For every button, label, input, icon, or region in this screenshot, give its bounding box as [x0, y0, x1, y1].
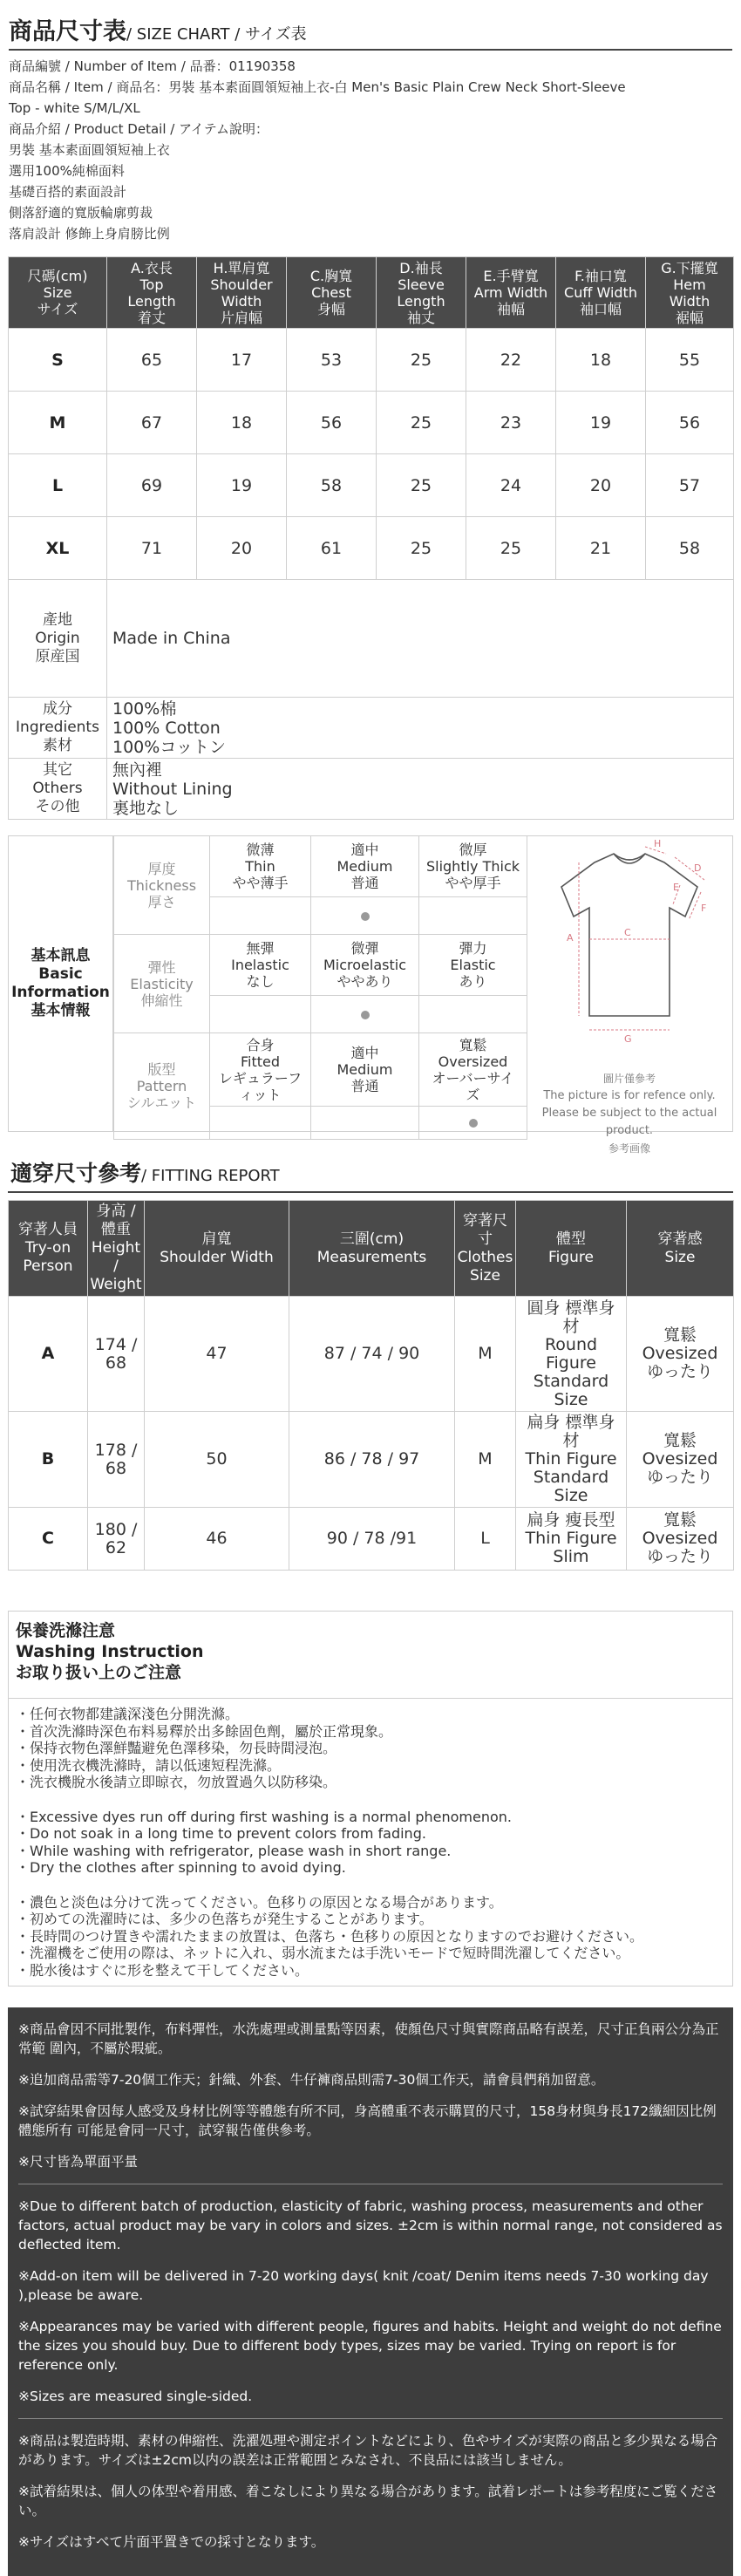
size-cell: S: [9, 329, 107, 392]
diagram-letter-d: D: [694, 862, 702, 874]
person-cell: C: [9, 1508, 88, 1571]
others-row: [9, 759, 734, 820]
notes-box: [8, 2007, 733, 2576]
origin-value: Made in China: [107, 580, 734, 698]
col-fit-feel: 穿著感 Size: [627, 1201, 734, 1297]
value-cell: 18: [556, 329, 646, 392]
figure-cell: 扁身 標準身 材 Thin Figure Standard Size: [516, 1412, 627, 1508]
washing-line: ・脱水後はすぐに形を整えて干してください。: [16, 1961, 309, 1979]
value-cell: 25: [377, 454, 466, 517]
hw-cell: 178 / 68: [88, 1412, 145, 1508]
fit-feel-cell: 寬鬆 Ovesized ゆったり: [627, 1297, 734, 1412]
value-cell: 53: [287, 329, 377, 392]
tshirt-measure-icon: [527, 836, 732, 1065]
diagram-letter-a: A: [567, 932, 574, 944]
header-divider: [9, 49, 732, 51]
washing-line: ・Do not soak in a long time to prevent colors from fading.: [16, 1825, 426, 1842]
selected-dot-icon: [361, 912, 370, 921]
size-table: [8, 256, 734, 820]
table-row: [9, 1412, 734, 1508]
fitting-table-header: [9, 1201, 734, 1297]
attribute-table: [113, 835, 527, 1140]
option-oversized: 寬鬆 Oversized オーバーサイ ズ: [419, 1033, 527, 1107]
value-cell: 71: [107, 517, 197, 580]
value-cell: 58: [287, 454, 377, 517]
option-microelastic: 微彈 Microelastic ややあり: [311, 935, 419, 996]
others-label: 其它 Others その他: [9, 759, 107, 820]
fit-feel-cell: 寬鬆 Ovesized ゆったり: [627, 1508, 734, 1571]
value-cell: 23: [466, 392, 556, 454]
diagram-letter-g: G: [624, 1033, 632, 1045]
diagram-letter-f: F: [701, 903, 707, 914]
value-cell: 19: [556, 392, 646, 454]
person-cell: B: [9, 1412, 88, 1508]
value-cell: 57: [646, 454, 734, 517]
info-line: 側落舒適的寬版輪廓剪裁: [9, 205, 153, 221]
info-line: 基礎百搭的素面設計: [9, 184, 127, 200]
tshirt-diagram: [527, 836, 732, 1155]
info-line: 選用100%純棉面料: [9, 163, 125, 179]
info-line: 商品編號 / Number of Item / 品番：01190358: [9, 58, 296, 74]
value-cell: 61: [287, 517, 377, 580]
info-line: Top - white S/M/L/XL: [9, 100, 140, 116]
notes-divider: [18, 2418, 723, 2419]
info-line: 落肩設計 修飾上身肩膀比例: [9, 226, 170, 242]
origin-label: 產地 Origin 原産国: [9, 580, 107, 698]
col-top-length: A.衣長 Top Length 着丈: [107, 257, 197, 329]
size-cell: L: [9, 454, 107, 517]
col-clothes-size: 穿著尺 寸 Clothes Size: [455, 1201, 516, 1297]
col-measurements: 三圍(cm) Measurements: [289, 1201, 455, 1297]
basic-info-label: 基本訊息 Basic Information 基本情報: [9, 836, 113, 1131]
value-cell: 25: [466, 517, 556, 580]
note-line: ※尺寸皆為單面平量: [18, 2154, 138, 2170]
value-cell: 20: [197, 517, 287, 580]
value-cell: 18: [197, 392, 287, 454]
value-cell: 22: [466, 329, 556, 392]
value-cell: 67: [107, 392, 197, 454]
others-value: 無內裡 Without Lining 裏地なし: [107, 759, 734, 820]
washing-line: ・濃色と淡色は分けて洗ってください。色移りの原因となる場合があります。: [16, 1893, 503, 1911]
washing-line: ・初めての洗濯時には、多少の色落ちが発生することがあります。: [16, 1911, 433, 1927]
col-shoulder-width: H.單肩寬 Shoulder Width 片肩幅: [197, 257, 287, 329]
washing-line: ・While washing with refrigerator, please wash in short range.: [16, 1842, 452, 1859]
diagram-letter-e: E: [673, 882, 679, 893]
washing-line: ・保持衣物色澤鮮豔避免色澤移染，勿長時間浸泡。: [16, 1740, 337, 1756]
washing-line: ・洗衣機脫水後請立即晾衣，勿放置過久以防移染。: [16, 1774, 337, 1790]
page-title: [9, 12, 732, 46]
shoulder-cell: 50: [145, 1412, 289, 1508]
measurements-cell: 90 / 78 /91: [289, 1508, 455, 1571]
col-figure: 體型 Figure: [516, 1201, 627, 1297]
elasticity-dot-1: [311, 996, 419, 1033]
origin-row: [9, 580, 734, 698]
note-line: ※Appearances may be varied with different people, figures and habits. Height and weight do not define the sizes you should buy. Due to different body types, sizes may be varied. Trying on report is for reference only.: [18, 2319, 722, 2373]
table-row: [9, 329, 734, 392]
hw-cell: 180 / 62: [88, 1508, 145, 1571]
fit-feel-cell: 寬鬆 Ovesized ゆったり: [627, 1412, 734, 1508]
note-line: ※サイズはすべて片面平置きでの採寸となります。: [18, 2534, 325, 2550]
thickness-dot-1: [311, 897, 419, 935]
measurements-cell: 87 / 74 / 90: [289, 1297, 455, 1412]
page-title-main: 商品尺寸表: [9, 18, 126, 45]
hw-cell: 174 / 68: [88, 1297, 145, 1412]
table-row: [9, 1508, 734, 1571]
pattern-label: 版型 Pattern シルエット: [114, 1033, 210, 1140]
elasticity-dot-0: [210, 996, 311, 1033]
option-fitted: 合身 Fitted レギュラーフ ィット: [210, 1033, 311, 1107]
diagram-letter-h: H: [654, 838, 662, 849]
ingredients-row: [9, 698, 734, 759]
washing-line: ・Dry the clothes after spinning to avoid dying.: [16, 1859, 346, 1876]
value-cell: 20: [556, 454, 646, 517]
col-person: 穿著人員 Try-on Person: [9, 1201, 88, 1297]
shoulder-cell: 46: [145, 1508, 289, 1571]
product-info: [9, 56, 732, 244]
diagram-note: 圖片僅參考 The picture is for refence only. Please be subject to the actual product. 参考画像: [541, 1073, 717, 1155]
basic-info: [8, 835, 733, 1155]
option-slightly-thick: 微厚 Slightly Thick やや厚手: [419, 836, 527, 897]
value-cell: 56: [646, 392, 734, 454]
value-cell: 17: [197, 329, 287, 392]
option-medium-pattern: 適中 Medium 普通: [311, 1033, 419, 1107]
table-row: [9, 517, 734, 580]
person-cell: A: [9, 1297, 88, 1412]
value-cell: 55: [646, 329, 734, 392]
value-cell: 65: [107, 329, 197, 392]
elasticity-label: 彈性 Elasticity 伸縮性: [114, 935, 210, 1033]
value-cell: 69: [107, 454, 197, 517]
col-size: 尺碼(cm) Size サイズ: [9, 257, 107, 329]
size-table-header: [9, 257, 734, 329]
thickness-dot-2: [419, 897, 527, 935]
washing-line: ・任何衣物都建議深淺色分開洗滌。: [16, 1706, 240, 1722]
value-cell: 24: [466, 454, 556, 517]
fitting-table: [8, 1200, 734, 1571]
page-title-sub: / SIZE CHART / サイズ表: [126, 25, 307, 44]
note-line: ※試穿結果會因每人感受及身材比例等等體態有所不同，身高體重不表示購買的尺寸，158身材與身長172纖細因比例體態所有 可能是會同一尺寸，試穿報告僅供參考。: [18, 2103, 717, 2138]
thickness-dot-0: [210, 897, 311, 935]
note-line: ※Due to different batch of production, elasticity of fabric, washing process, measurements and other factors, actual product may be vary in colors and sizes. ±2cm is within normal range, not considered as deflected item.: [18, 2198, 723, 2252]
value-cell: 25: [377, 517, 466, 580]
washing-instructions: [8, 1611, 733, 1987]
col-sleeve-length: D.袖長 Sleeve Length 袖丈: [377, 257, 466, 329]
washing-line: ・洗濯機をご使用の際は、ネットに入れ、弱水流または手洗いモードで短時間洗濯してください。: [16, 1945, 630, 1961]
col-shoulder: 肩寬 Shoulder Width: [145, 1201, 289, 1297]
fitting-title: 適穿尺寸參考/ FITTING REPORT: [10, 1161, 280, 1186]
washing-body: [9, 1699, 732, 1986]
clothes-size-cell: L: [455, 1508, 516, 1571]
col-cuff-width: F.袖口寬 Cuff Width 袖口幅: [556, 257, 646, 329]
value-cell: 25: [377, 329, 466, 392]
pattern-dot-0: [210, 1107, 311, 1140]
value-cell: 19: [197, 454, 287, 517]
ingredients-label: 成分 Ingredients 素材: [9, 698, 107, 759]
ingredients-value: 100%棉 100% Cotton 100%コットン: [107, 698, 734, 759]
option-thin: 微薄 Thin やや薄手: [210, 836, 311, 897]
col-hem-width: G.下擺寬 Hem Width 裾幅: [646, 257, 734, 329]
table-row: [9, 1297, 734, 1412]
washing-line: ・Excessive dyes run off during first washing is a normal phenomenon.: [16, 1808, 512, 1825]
washing-line: ・使用洗衣機洗滌時，請以低速短程洗滌。: [16, 1756, 282, 1774]
info-line: 男裝 基本素面圓領短袖上衣: [9, 142, 170, 158]
col-height-weight: 身高 / 體重 Height / Weight: [88, 1201, 145, 1297]
pattern-dot-2: [419, 1107, 527, 1140]
value-cell: 58: [646, 517, 734, 580]
size-cell: XL: [9, 517, 107, 580]
option-medium: 適中 Medium 普通: [311, 836, 419, 897]
measurements-cell: 86 / 78 / 97: [289, 1412, 455, 1508]
diagram-letter-c: C: [624, 927, 631, 938]
thickness-label: 厚度 Thickness 厚さ: [114, 836, 210, 935]
value-cell: 21: [556, 517, 646, 580]
clothes-size-cell: M: [455, 1297, 516, 1412]
value-cell: 56: [287, 392, 377, 454]
elasticity-dot-2: [419, 996, 527, 1033]
note-line: ※商品會因不同批製作，布料彈性，水洗處理或測量點等因素，使顏色尺寸與實際商品略有誤差，尺寸正負兩公分為正常範 圍內，不屬於瑕疵。: [18, 2021, 719, 2056]
note-line: ※Sizes are measured single-sided.: [18, 2389, 253, 2404]
note-line: ※Add-on item will be delivered in 7-20 working days( knit /coat/ Denim items needs 7-30 working day ),please be aware.: [18, 2268, 709, 2303]
figure-cell: 圓身 標準身 材 Round Figure Standard Size: [516, 1297, 627, 1412]
info-line: 商品介紹 / Product Detail / アイテム說明：: [9, 121, 269, 137]
washing-heading: 保養洗滌注意 Washing Instruction お取り扱い上のご注意: [9, 1612, 732, 1699]
info-line: 商品名稱 / Item / 商品名：男裝 基本素面圓領短袖上衣-白 Men's Basic Plain Crew Neck Short-Sleeve: [9, 79, 626, 95]
washing-line: ・首次洗滌時深色布料易釋於出多餘固色劑，屬於正常現象。: [16, 1722, 393, 1740]
col-chest: C.胸寬 Chest 身幅: [287, 257, 377, 329]
shoulder-cell: 47: [145, 1297, 289, 1412]
size-cell: M: [9, 392, 107, 454]
col-arm-width: E.手臂寬 Arm Width 袖幅: [466, 257, 556, 329]
selected-dot-icon: [361, 1011, 370, 1019]
note-line: ※追加商品需等7-20個工作天；針織、外套、牛仔褲商品則需7-30個工作天，請會員們稍加留意。: [18, 2072, 605, 2088]
note-line: ※試着結果は、個人の体型や着用感、着こなしにより異なる場合があります。試着レポートは参考程度にご覧ください。: [18, 2484, 718, 2518]
fitting-divider: [8, 1191, 733, 1193]
value-cell: 25: [377, 392, 466, 454]
washing-line: ・長時間のつけ置きや濡れたままの放置は、色落ち・色移りの原因となりますのでお避けください。: [16, 1927, 644, 1945]
table-row: [9, 454, 734, 517]
option-inelastic: 無彈 Inelastic なし: [210, 935, 311, 996]
header: [0, 0, 741, 244]
clothes-size-cell: M: [455, 1412, 516, 1508]
selected-dot-icon: [469, 1119, 478, 1128]
option-elastic: 彈力 Elastic あり: [419, 935, 527, 996]
table-row: [9, 392, 734, 454]
figure-cell: 扁身 瘦長型 Thin Figure Slim: [516, 1508, 627, 1571]
pattern-dot-1: [311, 1107, 419, 1140]
note-line: ※商品は製造時期、素材の伸縮性、洗濯処理や測定ポイントなどにより、色やサイズが実際の商品と多少異なる場合があります。サイズは±2cm以内の誤差は正常範囲とみなされ、不良品には該当しません。: [18, 2433, 718, 2468]
